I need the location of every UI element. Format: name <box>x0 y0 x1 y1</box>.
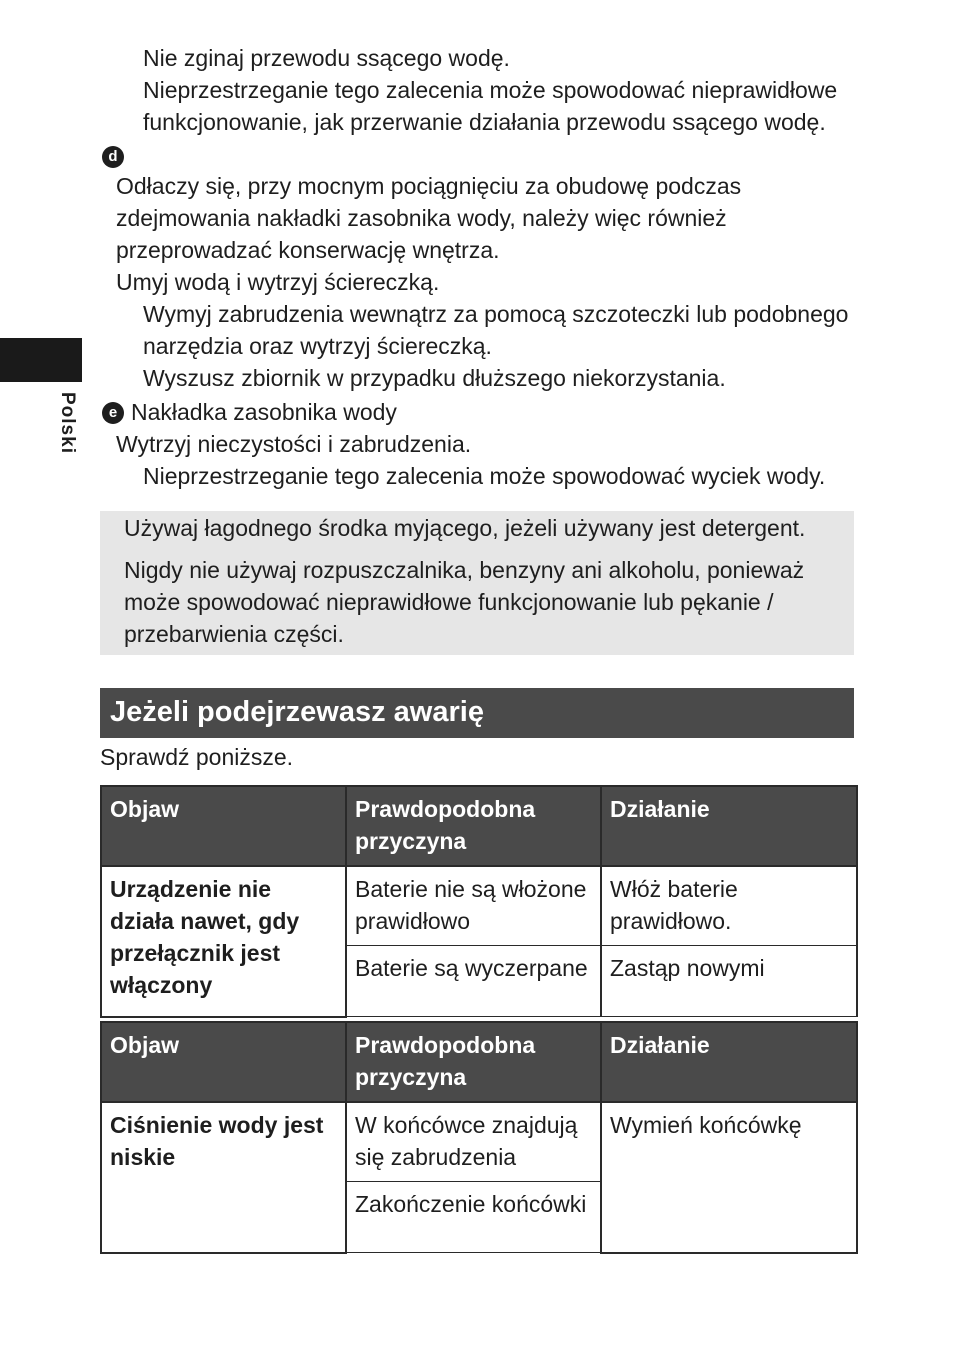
cause-cell: Baterie są wyczerpane <box>346 946 601 1017</box>
section-d-line: Wyszusz zbiornik w przypadku dłuższego niekorzystania. <box>143 365 726 391</box>
header-symptom: Objaw <box>101 1022 346 1102</box>
section-d-line: zdejmowania nakładki zasobnika wody, należy więc również <box>116 205 727 231</box>
language-tab-marker <box>0 338 82 382</box>
section-d-line: Umyj wodą i wytrzyj ściereczką. <box>116 269 440 295</box>
section-d-line: Odłaczy się, przy mocnym pociągnięciu za obudowę podczas <box>116 173 742 199</box>
header-cause: Prawdopodobna przyczyna <box>346 786 601 866</box>
table-row <box>101 866 857 946</box>
section-heading-bar <box>100 688 854 738</box>
troubleshooting-table-1 <box>100 785 858 1018</box>
cause-cell: Zakończenie końcówki <box>346 1182 601 1253</box>
symptom-cell: Ciśnienie wody jest niskie <box>101 1102 346 1253</box>
table-header-row <box>101 786 857 866</box>
troubleshooting-table-2 <box>100 1021 858 1254</box>
section-d-line: Wymyj zabrudzenia wewnątrz za pomocą szczoteczki lub podobnego <box>143 301 849 327</box>
section-d-line: przeprowadzać konserwację wnętrza. <box>116 237 500 263</box>
instruction-line: Nie zginaj przewodu ssącego wodę. <box>143 45 510 71</box>
cause-cell: Baterie nie są włożone prawidłowo <box>346 866 601 946</box>
section-e-line: Nieprzestrzeganie tego zalecenia może spowodować wyciek wody. <box>143 463 826 489</box>
instruction-line: Nieprzestrzeganie tego zalecenia może spowodować nieprawidłowe <box>143 77 838 103</box>
section-e-title: Nakładka zasobnika wody <box>131 399 397 425</box>
section-e-line: Wytrzyj nieczystości i zabrudzenia. <box>116 431 472 457</box>
action-cell: Włóż baterie prawidłowo. <box>601 866 857 946</box>
header-action: Działanie <box>601 1022 857 1102</box>
note-line: przebarwienia części. <box>124 621 344 647</box>
note-line: może spowodować nieprawidłowe funkcjonowanie lub pękanie / <box>124 589 774 615</box>
action-cell: Wymień końcówkę <box>601 1102 857 1253</box>
intro-text: Sprawdź poniższe. <box>100 744 294 770</box>
language-label: Polski <box>57 392 78 454</box>
note-line: Używaj łagodnego środka myjącego, jeżeli używany jest detergent. <box>124 515 806 541</box>
symptom-cell: Urządzenie nie działa nawet, gdy przełącznik jest włączony <box>101 866 346 1017</box>
header-cause: Prawdopodobna przyczyna <box>346 1022 601 1102</box>
instruction-line: funkcjonowanie, jak przerwanie działania przewodu ssącego wodę. <box>143 109 826 135</box>
badge-e: e <box>102 402 124 424</box>
header-action: Działanie <box>601 786 857 866</box>
section-heading: Jeżeli podejrzewasz awarię <box>110 696 484 728</box>
cause-cell: W końcówce znajdują się zabrudzenia <box>346 1102 601 1182</box>
table-row <box>101 1102 857 1182</box>
header-symptom: Objaw <box>101 786 346 866</box>
action-cell: Zastąp nowymi <box>601 946 857 1017</box>
section-d-line: narzędzia oraz wytrzyj ściereczką. <box>143 333 492 359</box>
note-line: Nigdy nie używaj rozpuszczalnika, benzyny ani alkoholu, ponieważ <box>124 557 805 583</box>
badge-d: d <box>102 146 124 168</box>
table-header-row <box>101 1022 857 1102</box>
